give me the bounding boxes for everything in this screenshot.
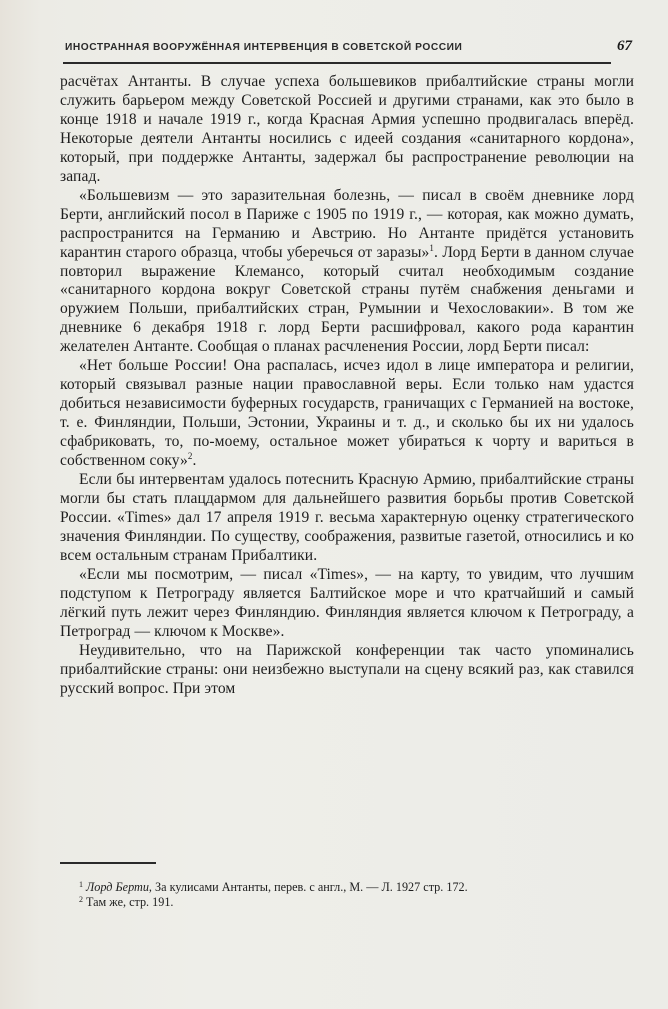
body-text [60, 73, 634, 698]
footnote-ref[interactable]: 1 [429, 242, 435, 253]
footnote [60, 880, 634, 895]
paragraph-text: . [192, 452, 197, 470]
footnote-ref[interactable]: 2 [187, 451, 193, 462]
header-rule [63, 62, 611, 64]
paragraph [60, 187, 634, 358]
footnote-text: , За кулисами Антанты, перев. с англ., М. — Л. 1927 стр. 172. [148, 880, 468, 894]
footnote [60, 895, 634, 910]
paragraph-text: «Нет больше России! Она распалась, исчез идол в лице императора и религии, который связывал разные нации православной веры. Если только нам удастся добиться независимости буферных государств, граничащих с Германией на востоке, т. е. Финляндии, Польши, Эстонии, Украины и т. д., и сколько бы их ни удалось сфабриковать, то, по-моему, остальное может убираться к чорту и вариться в собственном соку» [60, 357, 634, 470]
footnote-rule [60, 862, 156, 864]
paragraph [60, 566, 634, 642]
footnote-author: Лорд Берти [86, 880, 149, 894]
paragraph [60, 471, 634, 566]
paragraph-text: . Лорд Берти в данном случае повторил выражение Клемансо, который считал необходимым создание «санитарного кордона вокруг Советской страны путём снабжения деньгами и оружием Польши, прибалтийских стран, Румынии и Чехословакии». В том же дневнике 6 декабря 1918 г. лорд Берти расшифровал, какого рода карантин желателен Антанте. Сообщая о планах расчленения России, лорд Берти писал: [60, 243, 634, 356]
page-number: 67 [617, 38, 632, 54]
paragraph-text: Неудивительно, что на Парижской конференции так часто упоминались прибалтийские страны: они неизбежно выступали на сцену всякий раз, как ставился русский вопрос. При этом [60, 641, 634, 697]
paragraph [60, 357, 634, 471]
paragraph [60, 642, 634, 699]
paragraph-text: расчётах Антанты. В случае успеха большевиков прибалтийские страны могли служить барьером между Советской Россией и другими странами, как это было в конце 1918 и начале 1919 г., когда Красная Армия успешно продвигалась вперёд. Некоторые деятели Антанты носились с идеей создания «санитарного кордона», который, при поддержке Антанты, задержал бы распространение революции на запад. [60, 73, 634, 185]
footnote-text: Там же, стр. 191. [86, 895, 174, 909]
running-head [63, 38, 634, 58]
footnotes [60, 880, 634, 910]
running-head-title: ИНОСТРАННАЯ ВООРУЖЁННАЯ ИНТЕРВЕНЦИЯ В СОВЕТСКОЙ РОССИИ [65, 42, 463, 53]
paragraph-text: Если бы интервентам удалось потеснить Красную Армию, прибалтийские страны могли бы стать плацдармом для дальнейшего развития борьбы против Советской России. «Times» дал 17 апреля 1919 г. весьма характерную оценку стратегического значения Финляндии. По существу, соображения, развитые газетой, относились и ко всем остальным странам Прибалтики. [60, 471, 634, 564]
footnote-mark: 2 [79, 895, 83, 904]
paragraph-text: «Большевизм — это заразительная болезнь, — писал в своём дневнике лорд Берти, английский посол в Париже с 1905 по 1919 г., — которая, как можно думать, распространится на Германию и Австрию. Но Антанте придётся установить карантин старого образца, чтобы уберечься от заразы» [60, 186, 634, 261]
paragraph-text: «Если мы посмотрим, — писал «Times», — на карту, то увидим, что лучшим подступом к Петрограду является Балтийское море и что кратчайший и самый лёгкий путь лежит через Финляндию. Финляндия является ключом к Петрограду, а Петроград — ключом к Москве». [60, 565, 634, 640]
paragraph [60, 73, 634, 187]
footnote-mark: 1 [79, 880, 83, 889]
